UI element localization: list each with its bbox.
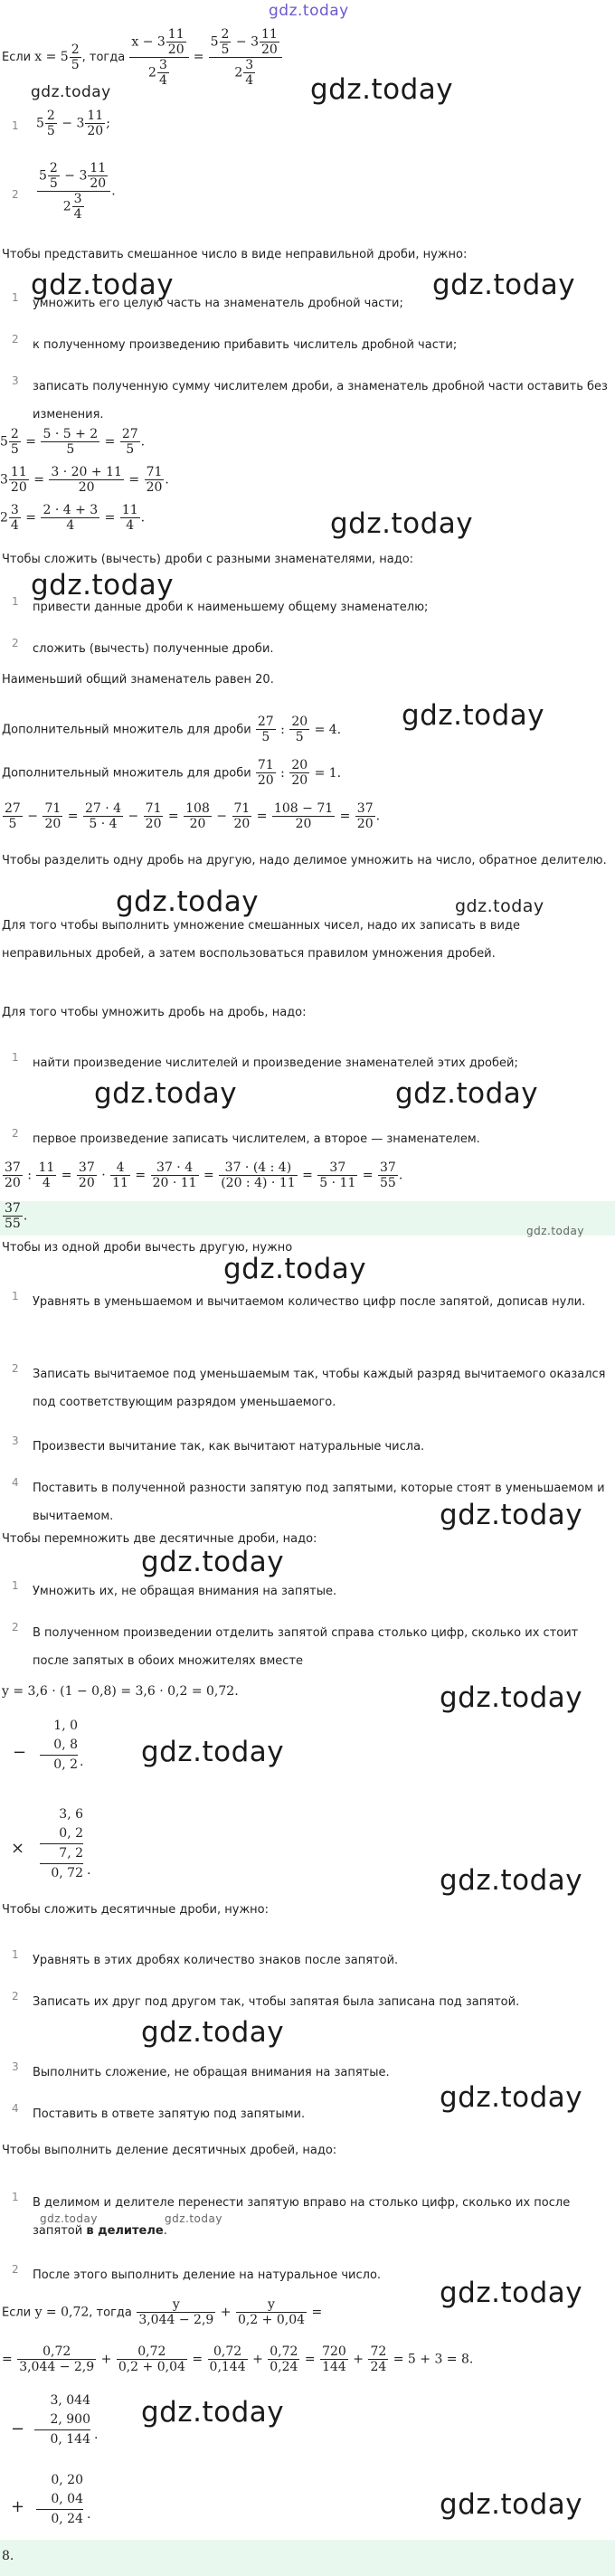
watermark: gdz.today: [440, 2081, 583, 2114]
answer-box: [0, 2540, 615, 2576]
watermark: gdz.today: [330, 507, 474, 540]
step-number: 2: [12, 188, 19, 201]
list-item: 1 Уравнять в уменьшаемом и вычитаемом количество цифр после запятой, дописав нули.: [12, 1290, 586, 1309]
list-item: 3 Произвести вычитание так, как вычитают натуральные числа.: [12, 1435, 425, 1454]
y-expression: y = 3,6 · (1 − 0,8) = 3,6 · 0,2 = 0,72.: [2, 1684, 239, 1699]
list-item: 1 умножить его целую часть на знаменатель дробной части;: [12, 291, 403, 310]
column-multiplication: 3, 6 0, 2 7, 2 0, 72: [40, 1805, 83, 1883]
conversion-1: 5 $\frac{2}{5}$ = $\frac{5 \cdot 5 + 2}{5}$ = $\frac{27}{5}$ .: [0, 427, 146, 458]
watermark: gdz.today: [141, 1736, 285, 1768]
watermark: gdz.today: [395, 1077, 539, 1110]
div-rule: Чтобы разделить одну дробь на другую, надо делимое умножить на число, обратное делителю.: [2, 854, 607, 867]
watermark: gdz.today: [40, 2212, 98, 2225]
list-item: 2 После этого выполнить деление на натуральное число.: [12, 2263, 382, 2282]
watermark: gdz.today: [94, 1077, 238, 1110]
mult-mixed-rule: Для того чтобы выполнить умножение смешанных чисел, надо их записать в виде неправильных дробей, а затем воспользоваться правилом умножения дробей.: [2, 919, 520, 961]
watermark: gdz.today: [310, 73, 454, 106]
mixed-rule-title: Чтобы представить смешанное число в виде неправильной дроби, нужно:: [2, 248, 468, 261]
watermark: gdz.today: [440, 1681, 583, 1714]
column-subtraction: 3, 044 2, 900 0, 144: [34, 2391, 90, 2449]
watermark: gdz.today: [141, 2016, 285, 2049]
list-item: 2 Записать вычитаемое под уменьшаемым так, чтобы каждый разряд вычитаемого оказался под соответствующим разрядом уменьшаемого.: [12, 1362, 606, 1409]
minus-sign: −: [13, 1743, 27, 1762]
watermark: gdz.today: [440, 2277, 583, 2309]
intro-expression: Если x = 5 $\frac{2}{5}$ , тогда x − 3 $\frac{11}{20}$ 2 $\frac{3}{4}$ = 5 $\frac{2}{5}$ − 3 $\frac{11}{20}$ 2 $\frac{3}{4}$: [2, 27, 283, 88]
minus-sign: −: [11, 2420, 25, 2439]
multiplication-expression: $\frac{37}{20}$ : $\frac{11}{4}$ = $\frac{37}{20}$ · $\frac{4}{11}$ = $\frac{37 \cdot 4}{20 \cdot 11}$ = $\frac{37 \cdot (4 : 4)}{(20 : 4) \cdot 11}$ = $\frac{37}{5 \cdot 11}$ = $\frac{37}{55}$ .: [5, 1160, 403, 1191]
lcd-line: Наименьший общий знаменатель равен 20.: [2, 673, 274, 687]
watermark: gdz.today: [141, 2396, 285, 2429]
times-sign: ×: [11, 1839, 25, 1858]
extra-mult-2: Дополнительный множитель для дроби $\frac{71}{20}$ : $\frac{20}{20}$ = 1.: [2, 758, 342, 789]
step-number: 1: [12, 119, 19, 132]
list-item: 1 найти произведение числителей и произведение знаменателей этих дробей;: [12, 1051, 518, 1070]
watermark: gdz.today: [31, 83, 111, 101]
watermark: gdz.today: [223, 1253, 367, 1285]
watermark: gdz.today: [440, 2488, 583, 2521]
watermark: gdz.today: [165, 2212, 222, 2225]
list-item: 3 Выполнить сложение, не обращая внимания на запятые.: [12, 2060, 390, 2079]
mult-rule-title: Для того чтобы умножить дробь на дробь, надо:: [2, 1006, 307, 1019]
step1-expression: 5 $\frac{2}{5}$ − 3 $\frac{11}{20}$ ;: [36, 109, 110, 139]
add-rule-title: Чтобы сложить (вычесть) дроби с разными знаменателями, надо:: [2, 553, 414, 566]
watermark: gdz.today: [31, 569, 175, 601]
top-watermark: gdz.today: [269, 2, 349, 20]
conversion-3: 2 $\frac{3}{4}$ = $\frac{2 \cdot 4 + 3}{4}$ = $\frac{11}{4}$ .: [0, 503, 146, 534]
watermark: gdz.today: [31, 269, 175, 301]
list-item: 2 первое произведение записать числителем, а второе — знаменателем.: [12, 1127, 480, 1146]
watermark: gdz.today: [440, 1499, 583, 1531]
plus-sign: +: [11, 2497, 25, 2516]
dec-div-rule-title: Чтобы выполнить деление десятичных дробей, надо:: [2, 2144, 337, 2157]
final-expression-1: Если y = 0,72, тогда $\frac{y}{3,044 - 2,9}$ + $\frac{y}{0,2 + 0,04}$ =: [2, 2297, 323, 2328]
answer-box: [0, 1201, 615, 1236]
column-addition: 0, 20 0, 04 0, 24: [36, 2471, 83, 2529]
answer-value: 8.: [2, 2549, 14, 2563]
final-expression-2: = $\frac{0,72}{3,044 - 2,9}$ + $\frac{0,72}{0,2 + 0,04}$ = $\frac{0,72}{0,144}$ + $\frac{0,72}{0,24}$ = $\frac{720}{144}$ + $\frac{72}{24}$ = 5 + 3 = 8.: [2, 2344, 474, 2375]
watermark: gdz.today: [432, 269, 576, 301]
list-item: 1 Умножить их, не обращая внимания на запятые.: [12, 1579, 337, 1598]
list-item: 2 В полученном произведении отделить запятой справа столько цифр, сколько их стоит после запятых в обоих множителях вместе: [12, 1621, 579, 1668]
list-item: 3 записать полученную сумму числителем дроби, а знаменатель дробной части оставить без изменения.: [12, 374, 608, 421]
watermark: gdz.today: [141, 1546, 285, 1578]
subtraction-expression: $\frac{27}{5}$ − $\frac{71}{20}$ = $\frac{27 \cdot 4}{5 \cdot 4}$ − $\frac{71}{20}$ = $\frac{108}{20}$ − $\frac{71}{20}$ = $\frac{108 - 71}{20}$ = $\frac{37}{20}$ .: [5, 801, 381, 832]
dec-sub-rule-title: Чтобы из одной дроби вычесть другую, нужно: [2, 1241, 293, 1255]
list-item: 1 В делимом и делителе перенести запятую вправо на столько цифр, сколько их после запятой в делителе.: [12, 2191, 571, 2238]
solution-page: gdz.today Если x = 5 $\frac{2}{5}$ , тогда x − 3 $\frac{11}{20}$ 2 $\frac{3}{4}$ = 5 $\frac{2}{5}$ − 3 $\frac{11}{20}$ 2 $\frac{3}{4}$ gdz.today gdz.today 1 5 $\frac{2}{5}$ − 3 $\frac{11}{20}$ ; 2 5 $\frac{2}{5}$ − 3 $\frac{11}{20}$ 2 $\frac{3}{4}$ . Чтобы представить смешанное число в виде неправильной дроби, нужно: gdz.today gdz.today 1 умножить его целую часть на знаменатель дробной части; 2 к полученному произведению прибавить числитель дробной части; 3 записать полученную сумму числителем дроби, а знаменатель дробной части оставить без изменения. 5 $\frac{2}{5}$ = $\frac{5 \cdot 5 + 2}{5}$ = $\frac{27}{5}$ . 3 $\frac{11}{20}$ = $\frac{3 \cdot 20 + 11}{20}$ = $\frac{71}{20}$ . 2 $\frac{3}{4}$ = $\frac{2 \cdot 4 + 3}{4}$ = $\frac{11}{4}$ . gdz.today Чтобы сложить (вычесть) дроби с разными знаменателями, надо: gdz.today 1 привести данные дроби к наименьшему общему знаменателю; 2 сложить (вычесть) полученные дроби. Наименьший общий знаменатель равен 20. Дополнительный множитель для дроби $\frac{27}{5}$ : $\frac{20}{5}$ = 4. gdz.today Дополнительный множитель для дроби $\frac{71}{20}$ : $\frac{20}{20}$ = 1. $\frac{27}{5}$ − $\frac{71}{20}$ = $\frac{27 \cdot 4}{5 \cdot 4}$ − $\frac{71}{20}$ = $\frac{108}{20}$ − $\frac{71}{20}$ = $\frac{108 - 71}{20}$ = $\frac{37}{20}$ . Чтобы разделить одну дробь на другую, надо делимое умножить на число, обратное делителю. gdz.today gdz.today Для того чтобы выполнить умножение смешанных чисел, надо их записать в виде неправильных дробей, а затем воспользоваться правилом умножения дробей. Для того чтобы умножить дробь на дробь, надо: 1 найти произведение числителей и произведение знаменателей этих дробей; gdz.today gdz.today 2 первое произведение записать числителем, а второе — знаменателем. $\frac{37}{20}$ : $\frac{11}{4}$ = $\frac{37}{20}$ · $\frac{4}{11}$ = $\frac{37 \cdot 4}{20 \cdot 11}$ = $\frac{37 \cdot (4 : 4)}{(20 : 4) \cdot 11}$ = $\frac{37}{5 \cdot 11}$ = $\frac{37}{55}$ . $\frac{37}{55}$ . Чтобы из одной дроби вычесть другую, нужно gdz.today gdz.today 1 Уравнять в уменьшаемом и вычитаемом количество цифр после запятой, дописав нули. 2 Записать вычитаемое под уменьшаемым так, чтобы каждый разряд вычитаемого оказался под соответствующим разрядом уменьшаемого. 3 Произвести вычитание так, как вычитают натуральные числа. 4 Поставить в полученной разности запятую под запятыми, которые стоят в уменьшаемом и вычитаемом. gdz.today Чтобы перемножить две десятичные дроби, надо: gdz.today 1 Умножить их, не обращая внимания на запятые. 2 В полученном произведении отделить запятой справа столько цифр, сколько их стоит после запятых в обоих множителях вместе y = 3,6 · (1 − 0,8) = 3,6 · 0,2 = 0,72. gdz.today − 1, 0 0, 8 0, 2 . gdz.today × 3, 6 0, 2 7, 2 0, 72 . gdz.today Чтобы сложить десятичные дроби, нужно: 1 Уравнять в этих дробях количество знаков после запятой. 2 Записать их друг под другом так, чтобы запятая была записана под запятой. gdz.today 3 Выполнить сложение, не обращая внимания на запятые. gdz.today 4 Поставить в ответе запятую под запятыми. Чтобы выполнить деление десятичных дробей, надо: 1 В делимом и делителе перенести запятую вправо на столько цифр, сколько их после запятой в делителе. gdz.today gdz.today 2 После этого выполнить деление на натуральное число. gdz.today Если y = 0,72, тогда $\frac{y}{3,044 - 2,9}$ + $\frac{y}{0,2 + 0,04}$ = = $\frac{0,72}{3,044 - 2,9}$ + $\frac{0,72}{0,2 + 0,04}$ = $\frac{0,72}{0,144}$ + $\frac{0,72}{0,24}$ = $\frac{720}{144}$ + $\frac{72}{24}$ = 5 + 3 = 8. − 3, 044 2, 900 0, 144 . gdz.today + 0, 20 0, 04 0, 24 . gdz.today 8.: [0, 0, 615, 2576]
dec-add-rule-title: Чтобы сложить десятичные дроби, нужно:: [2, 1903, 270, 1917]
step2-expression: 5 $\frac{2}{5}$ − 3 $\frac{11}{20}$ 2 $\frac{3}{4}$ .: [39, 161, 116, 223]
list-item: 2 к полученному произведению прибавить числитель дробной части;: [12, 333, 458, 352]
list-item: 1 привести данные дроби к наименьшему общему знаменателю;: [12, 595, 429, 614]
column-subtraction: 1, 0 0, 8 0, 2: [40, 1717, 78, 1775]
list-item: 4 Поставить в полученной разности запятую под запятыми, которые стоят в уменьшаемом и вычитаемом.: [12, 1476, 605, 1523]
watermark: gdz.today: [455, 896, 544, 916]
watermark: gdz.today: [526, 1225, 584, 1237]
list-item: 2 Записать их друг под другом так, чтобы запятая была записана под запятой.: [12, 1990, 520, 2009]
extra-mult-1: Дополнительный множитель для дроби $\frac{27}{5}$ : $\frac{20}{5}$ = 4.: [2, 715, 342, 745]
answer-value: $\frac{37}{55}$ .: [5, 1201, 28, 1232]
watermark: gdz.today: [440, 1864, 583, 1897]
watermark: gdz.today: [116, 886, 260, 918]
dec-mult-rule-title: Чтобы перемножить две десятичные дроби, надо:: [2, 1532, 317, 1546]
list-item: 2 сложить (вычесть) полученные дроби.: [12, 637, 274, 656]
list-item: 4 Поставить в ответе запятую под запятыми.: [12, 2102, 306, 2121]
list-item: 1 Уравнять в этих дробях количество знаков после запятой.: [12, 1948, 399, 1967]
watermark: gdz.today: [402, 699, 545, 732]
conversion-2: 3 $\frac{11}{20}$ = $\frac{3 \cdot 20 + 11}{20}$ = $\frac{71}{20}$ .: [0, 465, 169, 496]
